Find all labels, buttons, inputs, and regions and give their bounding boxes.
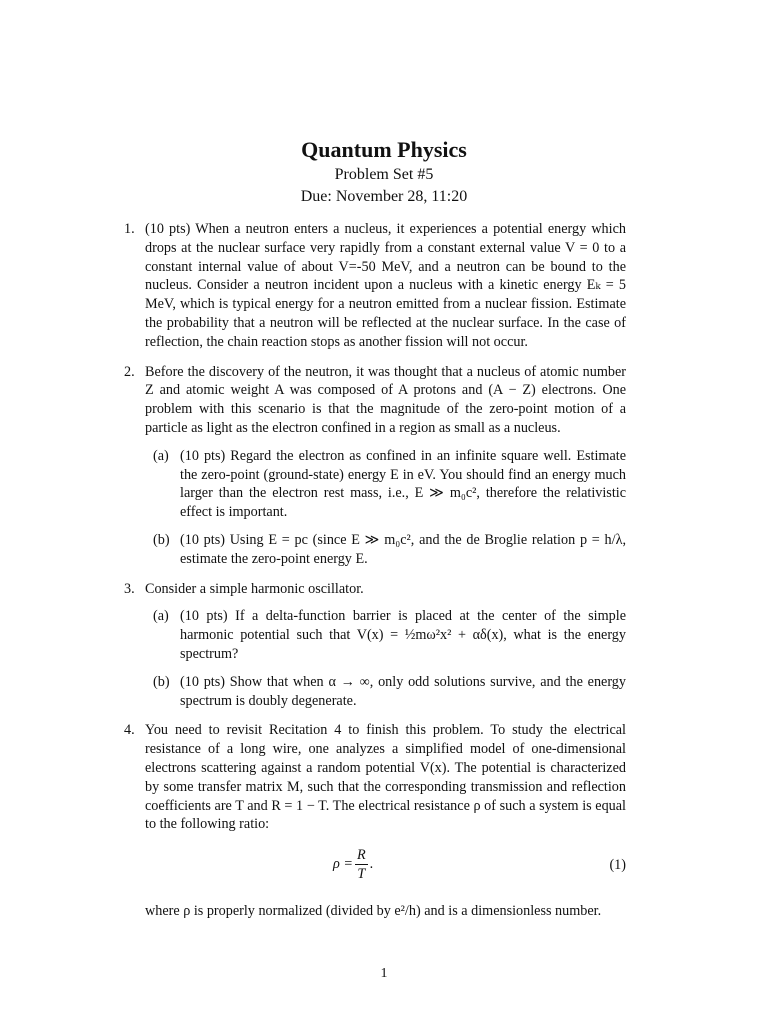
problem-1 [118,220,626,352]
problem-2-part-a [153,447,626,522]
problem-text: Before the discovery of the neutron, it was thought that a nucleus of atomic number Z and atomic weight A was composed of A protons and (A − Z) electrons. One problem with this scenario is that the magnitude of the zero-point motion of a particle as light as the electron confined in a region as small as a nucleus. [145,363,626,436]
part-label: (a) [153,447,169,464]
equation-number: (1) [609,857,626,874]
problem-text: You need to revisit Recitation 4 to finish this problem. To study the electrical resistance of a long wire, one analyzes a simplified model of one-dimensional electrons scattering against a random potential V(x). The potential is characterized by some transfer matrix M, such that the corresponding transmission and reflection coefficients are T and R = 1 − T. The electrical resistance ρ of such a system is equal to the following ratio: [145,722,626,833]
part-text: (10 pts) Using E = pc (since E ≫ m₀c², and the de Broglie relation p = h/λ, estimate the zero-point energy E. [180,531,626,567]
problem-number: 1. [124,221,135,237]
problem-2 [118,363,626,569]
part-text: (10 pts) Show that when α → ∞, only odd solutions survive, and the energy spectrum is doubly degenerate. [180,673,626,709]
due-date: Due: November 28, 11:20 [300,188,468,205]
part-text: (10 pts) If a delta-function barrier is placed at the center of the simple harmonic potential such that V(x) = ½mω²x² + αδ(x), what is the energy spectrum? [180,608,626,662]
problem-set-label: Problem Set #5 [334,166,434,183]
problem-number: 3. [124,580,135,597]
problem-3-part-a [153,607,626,663]
page-title: Quantum Physics [301,137,467,162]
page-number: 1 [380,966,388,981]
equation-1 [145,844,626,900]
part-text: (10 pts) Regard the electron as confined in an infinite square well. Estimate the zero-point (ground-state) energy E in eV. You should find an energy much larger than the electron rest mass, i.e., E ≫ m₀c², therefore the relativistic effect is important. [180,447,626,521]
title-block [0,136,768,208]
problem-3-part-b [153,673,626,711]
problem-4 [118,721,626,921]
equation-lhs: ρ = [333,856,353,873]
equation-tail: . [369,856,374,873]
problem-number: 4. [124,722,135,739]
equation-body [333,846,373,883]
problem-2-part-b [153,531,626,569]
problem-3 [118,580,626,711]
equation-fraction [355,846,368,883]
problem-text: (10 pts) When a neutron enters a nucleus, it experiences a potential energy which drops at the nuclear surface very rapidly from a constant external value V = 0 to a constant internal value of about V=-50 MeV, and a neutron can be bound to the nucleus. Consider a neutron incident upon a nucleus with a kinetic energy Eₖ = 5 MeV, which is typical energy for a neutron emitted from a nuclear fission. Estimate the probability that a neutron will be reflected at the nuclear surface. In the case of reflection, the chain reaction stops as another fission will not occur. [145,221,626,350]
part-label: (a) [153,608,169,625]
part-label: (b) [153,531,170,548]
fraction-denominator: T [357,866,366,883]
fraction-numerator: R [356,847,366,864]
problem-number: 2. [124,363,135,380]
problem-list [118,220,626,932]
part-label: (b) [153,673,170,690]
problem-4-after-text: where ρ is properly normalized (divided by e²/h) and is a dimensionless number. [145,903,602,920]
problem-text: Consider a simple harmonic oscillator. [145,580,364,597]
